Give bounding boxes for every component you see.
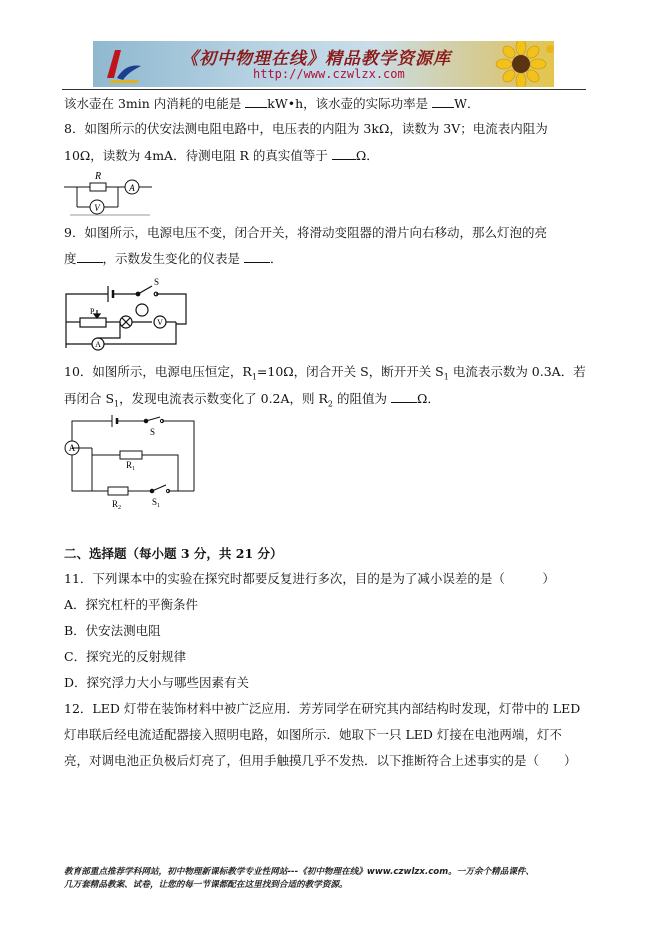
q11-option-c: C．探究光的反射规律 [64,649,187,664]
q7-text-1: 该水壶在 3min 内消耗的电能是 [64,96,246,111]
q10-text-6: 的阻值为 [333,391,391,406]
q9-label-a: A [95,340,101,349]
q9-label-p: P [90,307,95,316]
q8-label-v: V [94,203,100,213]
q10-text-4: 再闭合 S [64,391,115,406]
q7-text-2: kW•h，该水壶的实际功率是 [267,96,433,111]
q8-line-1: 8．如图所示的伏安法测电阻电路中，电压表的内阻为 3kΩ，读数为 3V；电流表内阻为 [64,121,548,136]
q9-switch-lever [138,286,152,294]
banner-title: 《初中物理在线》精品教学资源库 [181,49,451,69]
q10-line-2 [64,390,440,413]
q11-option-b: B．伏安法测电阻 [64,623,161,638]
q8-text-1: 10Ω，读数为 4mA．待测电阻 R 的真实值等于 [64,148,332,163]
q12-line-2: 灯串联后经电流适配器接入照明电路，如图所示．她取下一只 LED 灯接在电池两端，灯不 [64,727,562,742]
q10-switch-pivot [144,419,148,423]
q9-label-s: S [154,277,160,287]
q10-sub-s1b: 1 [114,399,120,409]
q10-wire [72,421,112,441]
q7-blank-energy [245,95,267,108]
sunflower-icon [493,41,554,87]
q10-blank [391,390,417,403]
q11-option-d: D．探究浮力大小与哪些因素有关 [64,675,250,690]
footer-line-1: 教育部重点推荐学科网站，初中物理新课标教学专业性网站---《初中物理在线》www.czwlzx.com。一万余个精品课件、 [64,867,535,877]
q10-label-r2: $R_2$ [112,499,122,511]
q9-label-v: V [157,318,163,327]
q8-label-r: R [94,171,102,182]
q9-rheostat [80,318,106,327]
banner-url: http://www.czwlzx.com [253,67,405,81]
footer [64,866,604,892]
q7-text-3: W． [454,96,480,111]
q10-text-3: 电流表示数为 0.3A．若 [448,364,586,379]
q10-text-7: Ω． [416,391,440,406]
q10-line-1 [64,364,586,386]
q11-option-a: A．探究杠杆的平衡条件 [64,597,199,612]
q9-text-3: ． [270,251,283,266]
section-2-heading: 二、选择题（每小题 3 分，共 21 分） [64,546,283,561]
q8-label-a: A [129,183,135,193]
figure-q9-circuit [64,276,194,354]
header-banner [93,41,554,87]
q9-ammeter-small [136,304,148,316]
q12-line-1: 12．LED 灯带在装饰材料中被广泛应用．芳芳同学在研究其内部结构时发现，灯带中的 LED [64,701,581,716]
q12-line-3: 亮，对调电池正负极后灯亮了，但用手触摸几乎不发热．以下推断符合上述事实的是（ ） [64,753,577,768]
figure-q8-circuit [64,170,156,218]
q10-text-1: 10．如图所示，电源电压恒定，R [64,364,252,379]
q8-text-2: Ω． [355,148,379,163]
q10-resistor-r2 [108,487,128,495]
header-rule [62,89,586,90]
footer-line-2: 几万套精品教案、试卷，让您的每一节课都配在这里找到合适的教学资源。 [64,880,348,890]
q9-blank-brightness [77,250,103,263]
q10-label-s: S [150,427,156,437]
q10-sub-r2: 2 [327,399,333,409]
q10-wire [142,455,178,491]
site-logo-icon [101,44,145,84]
q10-sub-r1: 1 [251,372,257,382]
q7-blank-power [432,95,454,108]
q7-continuation [64,95,479,112]
q8-blank [332,147,356,160]
q10-switch1-pivot [150,489,154,493]
q10-sub-s1: 1 [443,372,449,382]
q10-label-s1: $S_1$ [152,497,161,509]
q9-slider-arrow [94,314,100,318]
q10-wire [72,455,94,491]
q10-label-r1: $R_1$ [126,460,136,472]
q9-switch-pivot [136,292,140,296]
q8-line-2 [64,147,379,164]
q10-text-5: ，发现电流表示数变化了 0.2A，则 R [119,391,328,406]
q11-stem: 11．下列课本中的实验在探究时都要反复进行多次，目的是为了减小误差的是（ ） [64,571,555,586]
figure-q10-circuit [62,415,202,511]
q9-text-2: ，示数发生变化的仪表是 [102,251,244,266]
q10-label-a: A [68,443,76,453]
q10-text-2: =10Ω，闭合开关 S，断开开关 S [256,364,444,379]
q9-text-1: 度 [64,251,77,266]
q9-line-2 [64,250,283,267]
q9-line-1: 9．如图所示，电源电压不变，闭合开关，将滑动变阻器的滑片向右移动，那么灯泡的亮 [64,225,547,240]
q8-resistor [90,183,106,191]
q9-blank-meter [244,250,270,263]
q10-resistor-r1 [120,451,142,459]
